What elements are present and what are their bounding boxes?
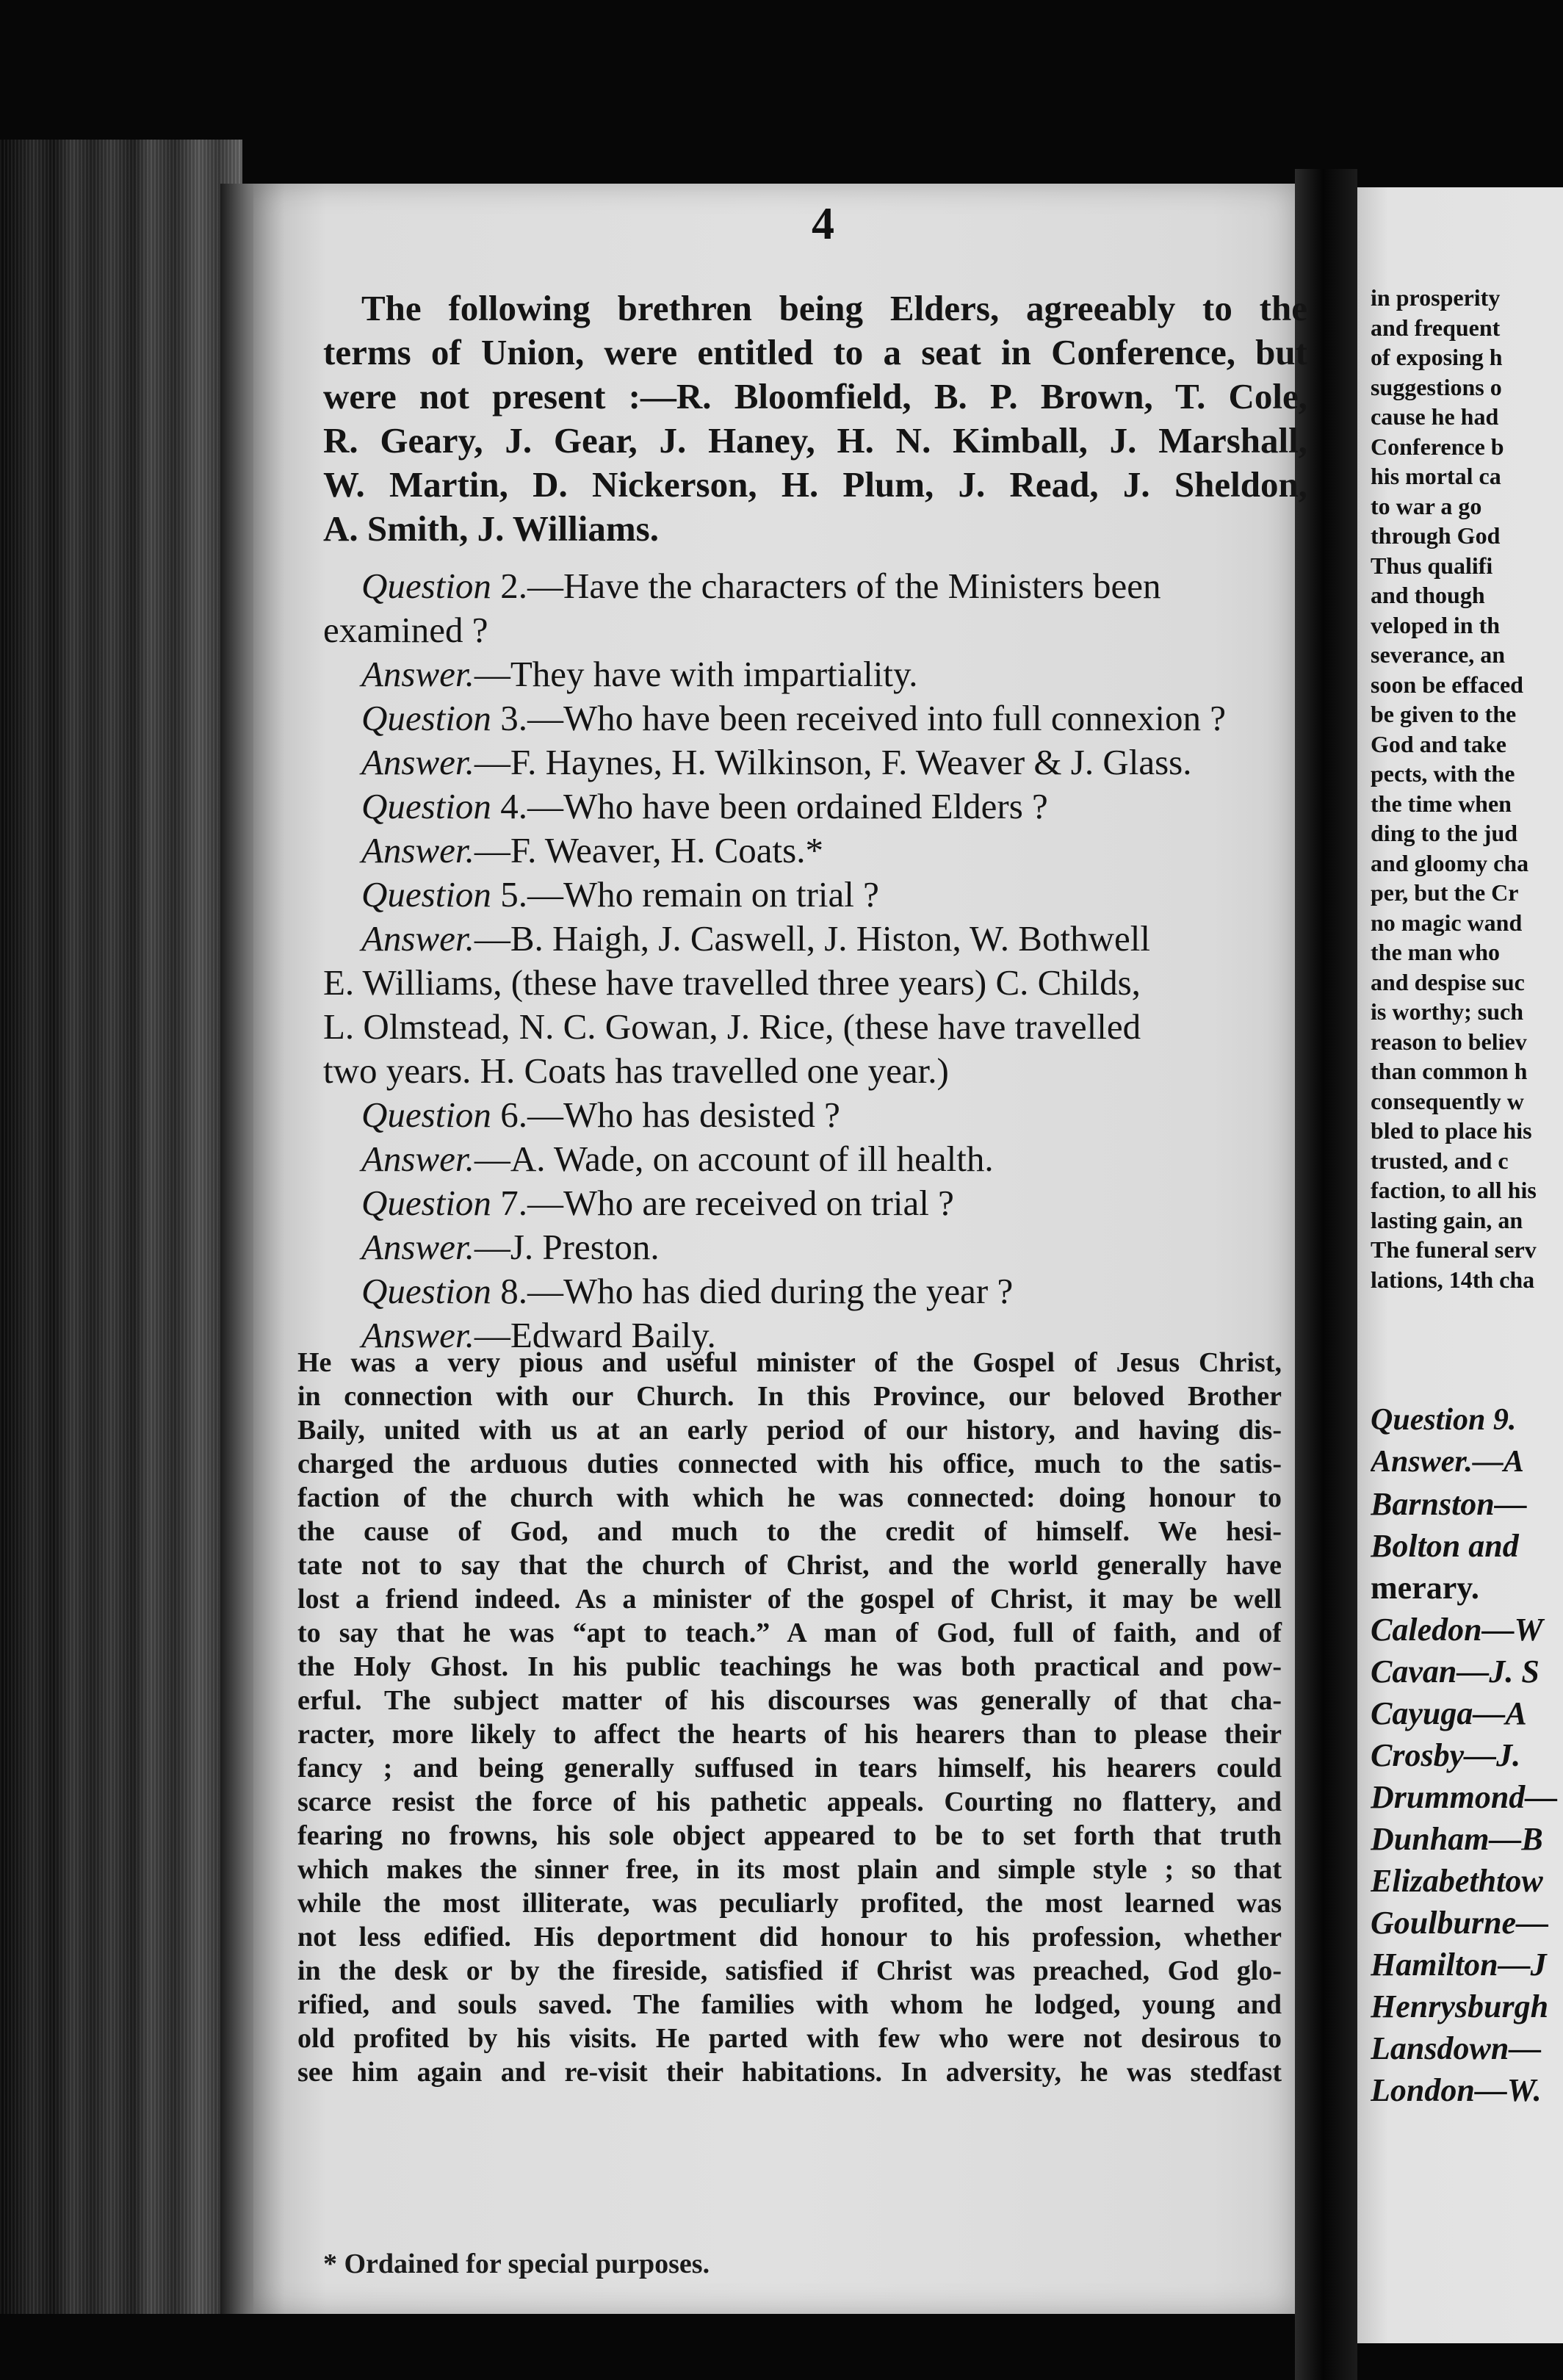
right-line: bled to place his	[1371, 1117, 1532, 1144]
memoir-line: see him again and re-visit their habitations. In adversity, he was stedfast	[297, 2057, 1282, 2088]
text-line: The following brethren being Elders, agreeably to the	[361, 288, 1307, 328]
right-line: ding to the jud	[1371, 820, 1518, 846]
memoir-line: erful. The subject matter of his discourses was generally of that cha-	[297, 1685, 1282, 1716]
right-entry: Drummond—	[1371, 1779, 1558, 1815]
text-line: A. Smith, J. Williams.	[323, 508, 659, 549]
memoir-line: to say that he was “apt to teach.” A man of God, full of faith, and of	[297, 1618, 1282, 1648]
memoir-line: fearing no frowns, his sole object appeared to be to set forth that truth	[297, 1820, 1282, 1851]
memoir-line: which makes the sinner free, in its most plain and simple style ; so that	[297, 1854, 1282, 1885]
right-line: consequently w	[1371, 1087, 1524, 1114]
answer-line: Answer.—B. Haigh, J. Caswell, J. Histon, W. Bothwell	[361, 918, 1150, 959]
question-line: Question 5.—Who remain on trial ?	[361, 874, 879, 915]
memoir-line: racter, more likely to affect the hearts of his hearers than to please their	[297, 1719, 1282, 1750]
answer-line: two years. H. Coats has travelled one year.)	[323, 1050, 949, 1091]
answer-line: L. Olmstead, N. C. Gowan, J. Rice, (these have travelled	[323, 1006, 1141, 1047]
answer-line: Answer.—J. Preston.	[361, 1227, 660, 1267]
right-line: veloped in th	[1371, 611, 1501, 638]
right-line: than common h	[1371, 1058, 1528, 1084]
question-line: Question 6.—Who has desisted ?	[361, 1095, 840, 1135]
memoir-line: in the desk or by the fireside, satisfied if Christ was preached, God glo-	[297, 1955, 1282, 1986]
memoir-line: while the most illiterate, was peculiarly profited, the most learned was	[297, 1888, 1282, 1919]
right-entry: Goulburne—	[1371, 1905, 1549, 1941]
memoir-line: faction of the church with which he was connected: doing honour to	[297, 1482, 1282, 1513]
right-entry: Dunham—B	[1371, 1821, 1543, 1857]
right-line: faction, to all his	[1371, 1177, 1537, 1203]
right-line: and despise suc	[1371, 968, 1525, 995]
memoir-line: in connection with our Church. In this Province, our beloved Brother	[297, 1381, 1282, 1412]
right-line: soon be effaced	[1371, 671, 1523, 698]
right-line: his mortal ca	[1371, 463, 1501, 489]
right-line: the time when	[1371, 790, 1512, 817]
right-entry: Henrysburgh	[1371, 1988, 1549, 2024]
page-number: 4	[812, 199, 834, 249]
right-line: and frequent	[1371, 314, 1501, 341]
answer-line: Answer.—F. Weaver, H. Coats.*	[361, 830, 823, 870]
answer-line: E. Williams, (these have travelled three years) C. Childs,	[323, 962, 1141, 1003]
memoir-paragraph	[297, 1346, 1282, 2089]
right-entry: Answer.—A	[1371, 1445, 1524, 1479]
memoir-line: rified, and souls saved. The families with whom he lodged, young and	[297, 1989, 1282, 2020]
right-page-entries	[1371, 1399, 1563, 2111]
text-line: R. Geary, J. Gear, J. Haney, H. N. Kimball, J. Marshall,	[323, 420, 1307, 461]
text-line: W. Martin, D. Nickerson, H. Plum, J. Read, J. Sheldon,	[323, 464, 1307, 505]
right-line: severance, an	[1371, 641, 1506, 668]
answer-line: Answer.—A. Wade, on account of ill health.	[361, 1139, 994, 1179]
right-entry: Crosby—J.	[1371, 1737, 1521, 1773]
text-line: were not present :—R. Bloomfield, B. P. Brown, T. Cole,	[323, 376, 1307, 416]
right-entry: Caledon—W	[1371, 1612, 1543, 1648]
question-line: Question 4.—Who have been ordained Elders ?	[361, 786, 1048, 826]
right-line: reason to believ	[1371, 1028, 1527, 1055]
right-line: The funeral serv	[1371, 1236, 1537, 1263]
right-entry: Barnston—	[1371, 1486, 1527, 1522]
right-line: to war a go	[1371, 492, 1482, 519]
right-line: lations, 14th cha	[1371, 1266, 1535, 1293]
memoir-line: He was a very pious and useful minister of the Gospel of Jesus Christ,	[297, 1347, 1282, 1378]
right-line: cause he had	[1371, 403, 1499, 430]
right-entry: Hamilton—J	[1371, 1947, 1547, 1983]
right-line: and though	[1371, 582, 1485, 608]
memoir-line: charged the arduous duties connected with his office, much to the satis-	[297, 1449, 1282, 1479]
right-entry: Cayuga—A	[1371, 1695, 1527, 1731]
minutes-qa-list	[323, 564, 1307, 1357]
right-entry: London—W.	[1371, 2072, 1542, 2108]
footnote: * Ordained for special purposes.	[323, 2249, 710, 2279]
right-entry: Question 9.	[1371, 1403, 1517, 1437]
right-line: through God	[1371, 522, 1501, 549]
memoir-line: tate not to say that the church of Christ, and the world generally have	[297, 1550, 1282, 1581]
memoir-line: lost a friend indeed. As a minister of the gospel of Christ, it may be well	[297, 1584, 1282, 1615]
right-entry: Lansdown—	[1371, 2030, 1542, 2066]
right-line: no magic wand	[1371, 909, 1523, 936]
right-line: be given to the	[1371, 701, 1517, 727]
question-line: Question 2.—Have the characters of the Ministers been	[361, 566, 1161, 606]
right-entry: merary.	[1371, 1570, 1479, 1606]
memoir-line: scarce resist the force of his pathetic appeals. Courting no flattery, and	[297, 1786, 1282, 1817]
right-page-text	[1371, 283, 1563, 1294]
right-entry: Elizabethtow	[1371, 1863, 1543, 1899]
right-line: in prosperity	[1371, 284, 1501, 311]
right-line: Thus qualifi	[1371, 552, 1493, 579]
right-line: lasting gain, an	[1371, 1206, 1523, 1233]
memoir-line: the Holy Ghost. In his public teachings he was both practical and pow-	[297, 1651, 1282, 1682]
right-line: God and take	[1371, 730, 1506, 757]
right-line: suggestions o	[1371, 373, 1502, 400]
right-line: of exposing h	[1371, 344, 1503, 370]
answer-line: Answer.—They have with impartiality.	[361, 654, 918, 694]
memoir-line: Baily, united with us at an early period of our history, and having dis-	[297, 1415, 1282, 1446]
memoir-line: fancy ; and being generally suffused in tears himself, his hearers could	[297, 1753, 1282, 1784]
book-spine	[0, 140, 242, 2314]
right-line: and gloomy cha	[1371, 849, 1529, 876]
right-line: trusted, and c	[1371, 1147, 1509, 1174]
answer-line: Answer.—F. Haynes, H. Wilkinson, F. Weaver & J. Glass.	[361, 742, 1192, 782]
right-line: the man who	[1371, 939, 1501, 965]
memoir-line: not less edified. His deportment did honour to his profession, whether	[297, 1922, 1282, 1952]
question-line: Question 7.—Who are received on trial ?	[361, 1183, 954, 1223]
text-line: terms of Union, were entitled to a seat in Conference, but	[323, 332, 1307, 372]
right-entry: Bolton and	[1371, 1528, 1519, 1564]
answer-line: Answer.—Edward Baily.	[361, 1315, 716, 1355]
memoir-line: old profited by his visits. He parted with few who were not desirous to	[297, 2023, 1282, 2054]
question-line: examined ?	[323, 610, 488, 650]
right-line: per, but the Cr	[1371, 879, 1519, 906]
memoir-line: the cause of God, and much to the credit of himself. We hesi-	[297, 1516, 1282, 1547]
question-line: Question 3.—Who have been received into full connexion ?	[361, 698, 1226, 738]
right-line: is worthy; such	[1371, 998, 1524, 1025]
right-line: Conference b	[1371, 433, 1504, 460]
elders-paragraph	[323, 286, 1307, 551]
right-line: pects, with the	[1371, 760, 1515, 787]
right-entry: Cavan—J. S	[1371, 1654, 1539, 1690]
question-line: Question 8.—Who has died during the year ?	[361, 1271, 1014, 1311]
